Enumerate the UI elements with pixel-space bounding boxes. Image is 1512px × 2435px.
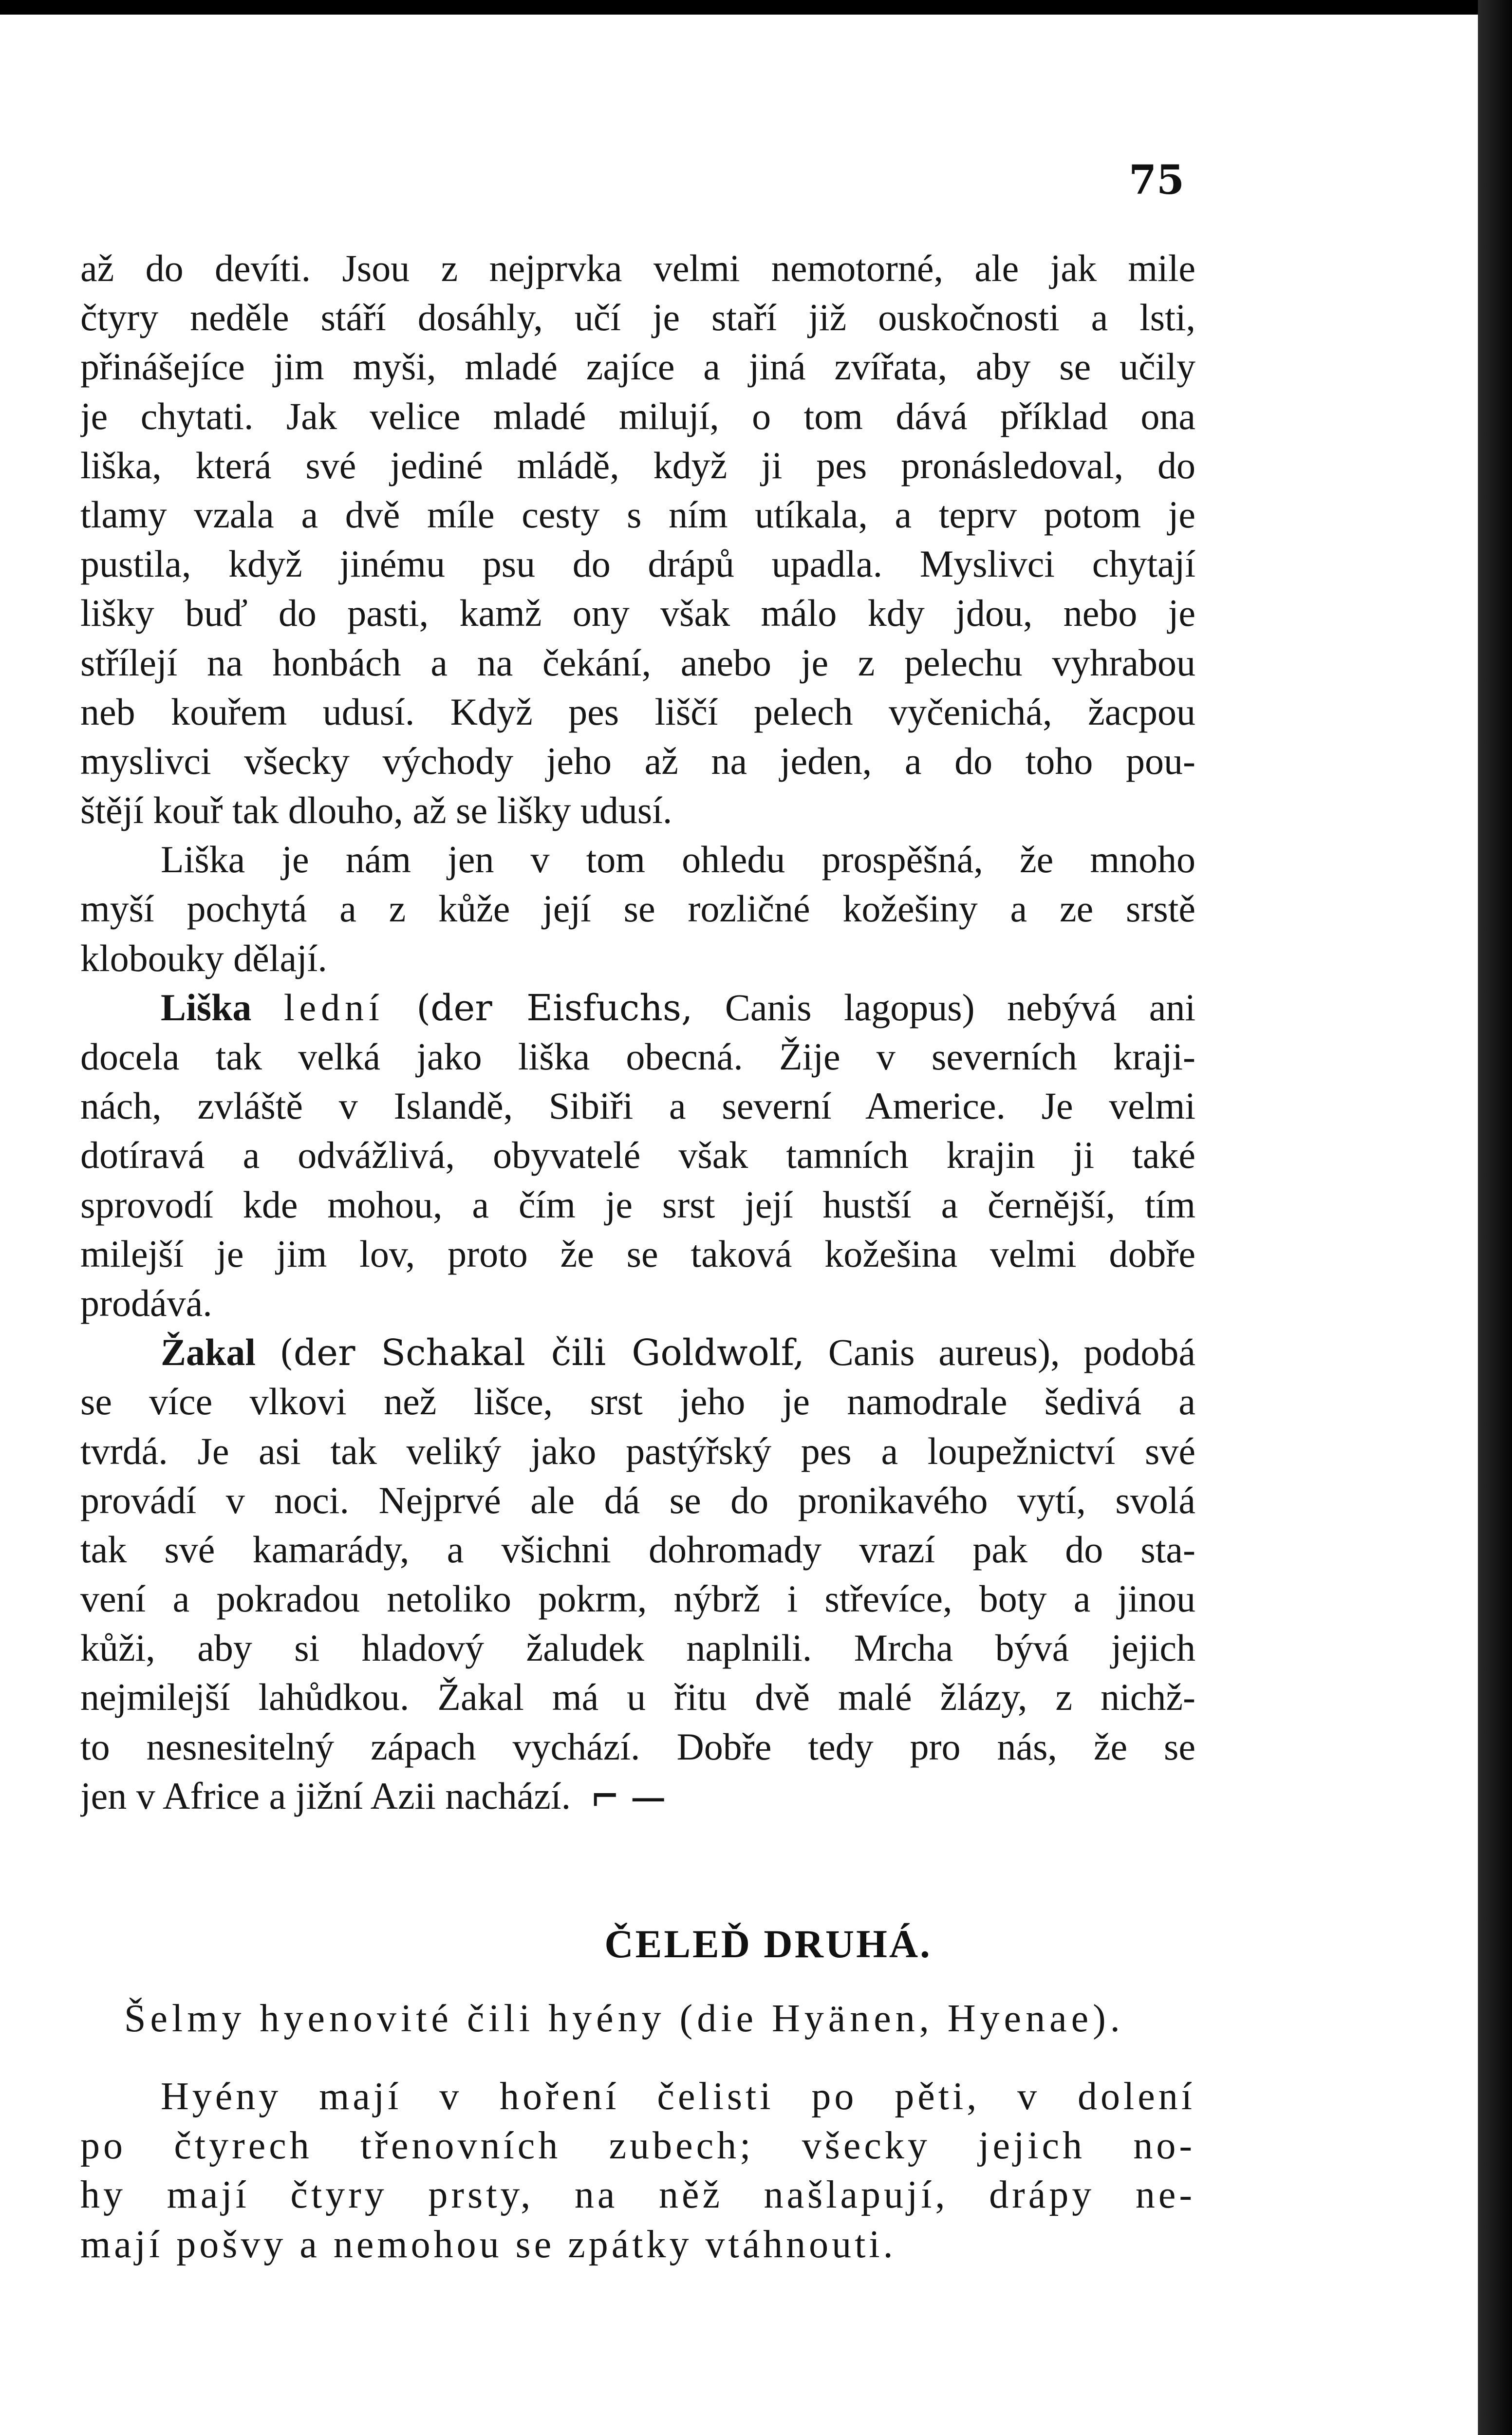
text-line: až do devíti. Jsou z nejprvka velmi nemotorné, ale jak mile [80,247,1195,289]
text-line: je chytati. Jak velice mladé milují, o tom dává příklad ona [80,394,1195,437]
text-line: přinášejíce jim myši, mladé zajíce a jiná zvířata, aby se učily [80,345,1195,388]
main-text [80,244,1195,1820]
text-line: tvrdá. Je asi tak veliký jako pastýřský pes a loupežnictví své [80,1429,1195,1472]
text-line: jen v Africe a jižní Azii nachází. [80,1774,571,1817]
zakal-last-line [80,1771,1195,1820]
book-page [0,15,1482,2435]
zakal-name: Žakal [161,1331,256,1374]
text-line: nejmilejší lahůdkou. Žakal má u řitu dvě malé žlázy, z nichž- [80,1676,1195,1719]
text-line: hy mají čtyry prsty, na něž našlapují, drápy ne- [80,2173,1195,2217]
text-line: čtyry neděle stáří dosáhly, učí je staří již ouskočnosti a lsti, [80,296,1195,339]
text-line: neb kouřem udusí. Když pes liščí pelech vyčenichá, žacpou [80,690,1195,733]
section-subheading: Šelmy hyenovité čili hyény (die Hyänen, Hyenae). [124,1997,1124,2040]
liska-ledni-name: Liška [161,986,252,1029]
liska-ledni-first-line [80,983,1195,1032]
text-line: tlamy vzala a dvě míle cesty s ním utíkala, a teprv potom je [80,493,1195,536]
liska-ledni-qualifier: lední [283,986,384,1029]
text-line: sprovodí kde mohou, a čím je srst její hustší a černější, tím [80,1183,1195,1226]
text-line: myší pochytá a z kůže její se rozličné kožešiny a ze srstě [80,887,1195,930]
text-line: lišky buď do pasti, kamž ony však málo kdy jdou, nebo je [80,592,1195,635]
liska-ledni-german: (der Eisfuchs, [416,987,693,1029]
section-end-flourish-icon: ⌐ — [590,1771,666,1820]
section-heading: ČELEĎ DRUHÁ. [604,1922,932,1966]
liska-ledni-latin: Canis lagopus) nebývá ani [725,986,1195,1029]
text-line: myslivci všecky východy jeho až na jeden, a do toho pou- [80,739,1195,782]
text-line: to nesnesitelný zápach vychází. Dobře tedy pro nás, že se [80,1725,1195,1768]
text-line: se více vlkovi než lišce, srst jeho je namodrale šedivá a [80,1380,1195,1423]
text-line: tak své kamarády, a všichni dohromady vrazí pak do sta- [80,1528,1195,1571]
text-line: vení a pokradou netoliko pokrm, nýbrž i střevíce, boty a jinou [80,1577,1195,1620]
text-line: štějí kouř tak dlouho, až se lišky udusí. [80,789,672,832]
page-edge [1478,0,1512,2435]
text-line: klobouky dělají. [80,937,327,979]
text-line: dotíravá a odvážlivá, obyvatelé však tamních krajin ji také [80,1134,1195,1177]
text-line: střílejí na honbách a na čekání, anebo je z pelechu vyhrabou [80,641,1195,684]
text-line: milejší je jim lov, proto že se taková kožešina velmi dobře [80,1232,1195,1275]
zakal-first-line [80,1328,1195,1377]
text-line: nách, zvláště v Islandě, Sibiři a severní Americe. Je velmi [80,1085,1195,1127]
text-line: po čtyrech třenovních zubech; všecky jejich no- [80,2124,1195,2168]
text-line: Hyény mají v hoření čelisti po pěti, v dolení [161,2075,1195,2118]
zakal-german: (der Schakal čili Goldwolf, [280,1332,804,1374]
text-line: Liška je nám jen v tom ohledu prospěšná, že mnoho [161,838,1195,881]
text-line: mají pošvy a nemohou se zpátky vtáhnouti. [80,2223,896,2266]
text-line: prodává. [80,1281,212,1324]
text-line: provádí v noci. Nejprvé ale dá se do pronikavého vytí, svolá [80,1479,1195,1521]
text-line: pustila, když jinému psu do drápů upadla. Myslivci chytají [80,543,1195,585]
text-line: liška, která své jediné mládě, když ji pes pronásledoval, do [80,444,1195,487]
text-line: kůži, aby si hladový žaludek naplnili. Mrcha bývá jejich [80,1627,1195,1669]
family-description [80,2072,1195,2269]
page-number: 75 [1129,157,1185,204]
zakal-latin: Canis aureus), podobá [828,1331,1195,1374]
text-line: docela tak velká jako liška obecná. Žije v severních kraji- [80,1035,1195,1078]
